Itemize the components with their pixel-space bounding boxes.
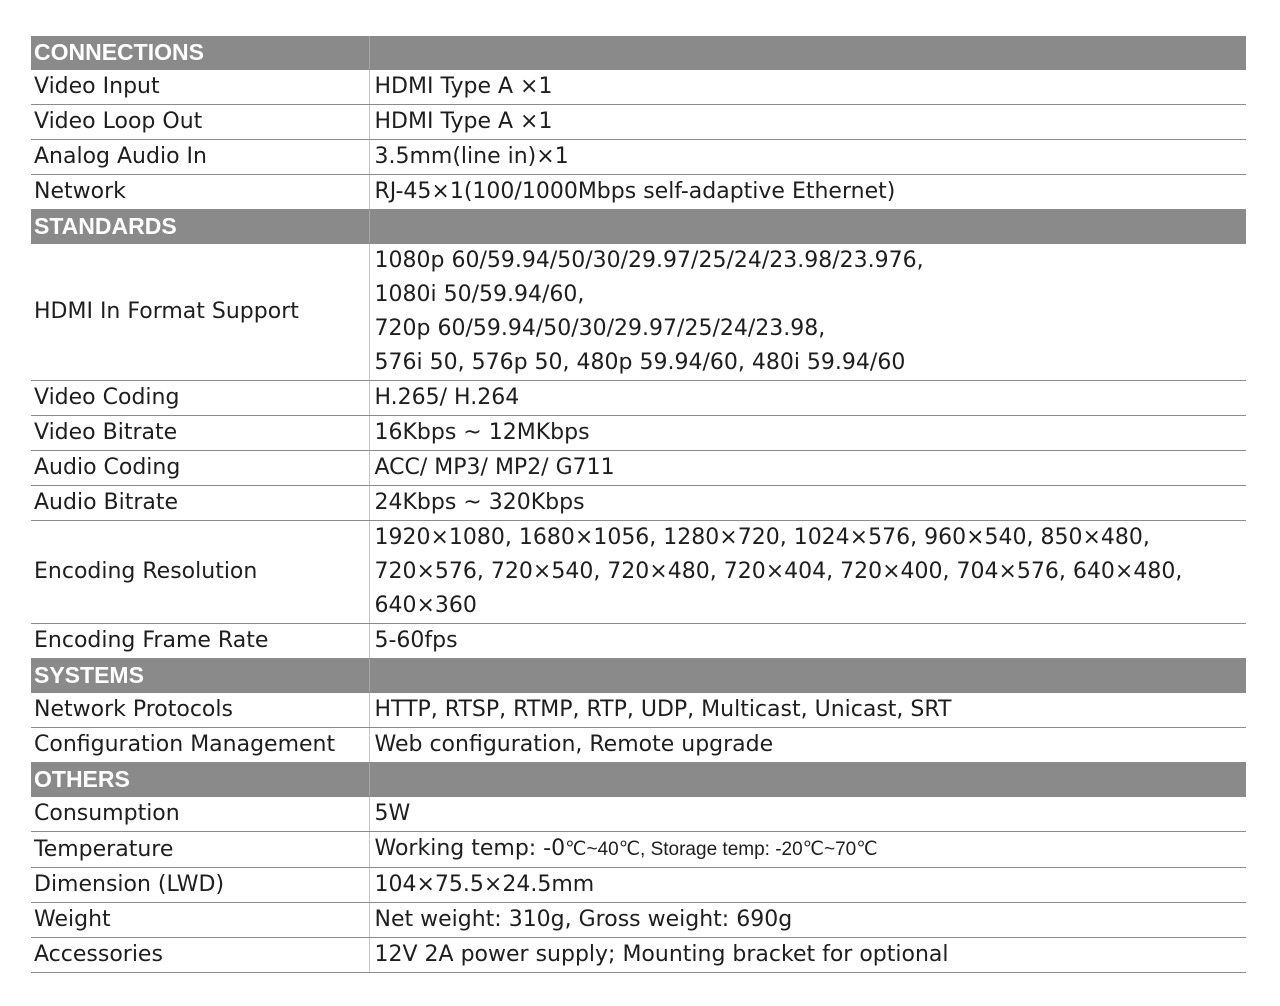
resolution-line: 640×360 <box>374 593 477 618</box>
spec-row <box>31 938 1246 973</box>
spec-label: Encoding Resolution <box>31 521 369 624</box>
spec-label: Accessories <box>31 938 369 973</box>
spec-label: Network <box>31 175 369 210</box>
spec-label: Weight <box>31 903 369 938</box>
spec-value: 16Kbps ~ 12MKbps <box>369 416 1246 451</box>
working-temp-text: Working temp: -0 <box>374 836 566 861</box>
spec-label: Network Protocols <box>31 693 369 728</box>
spec-row-encoding-resolution <box>31 521 1246 624</box>
spec-value: Web configuration, Remote upgrade <box>369 728 1246 763</box>
resolution-line: 1920×1080, 1680×1056, 1280×720, 1024×576, 960×540, 850×480, <box>374 525 1150 550</box>
spec-label: Audio Bitrate <box>31 486 369 521</box>
spec-label: Encoding Frame Rate <box>31 624 369 659</box>
spec-row <box>31 381 1246 416</box>
section-title: STANDARDS <box>31 210 369 244</box>
spec-table <box>31 36 1246 973</box>
temperature-range-text: ℃~40℃, Storage temp: -20℃~70℃ <box>565 839 878 860</box>
section-title: CONNECTIONS <box>31 36 369 70</box>
spec-label: Video Bitrate <box>31 416 369 451</box>
spec-value: 3.5mm(line in)×1 <box>369 140 1246 175</box>
spec-row <box>31 70 1246 105</box>
spec-label: Consumption <box>31 797 369 832</box>
format-line: 1080p 60/59.94/50/30/29.97/25/24/23.98/23.976, <box>374 248 924 273</box>
spec-label: Video Input <box>31 70 369 105</box>
spec-label: Video Coding <box>31 381 369 416</box>
spec-value: RJ-45×1(100/1000Mbps self-adaptive Ethernet) <box>369 175 1246 210</box>
section-title: SYSTEMS <box>31 659 369 693</box>
spec-label: Configuration Management <box>31 728 369 763</box>
spec-value: Net weight: 310g, Gross weight: 690g <box>369 903 1246 938</box>
spec-row <box>31 693 1246 728</box>
spec-label: Audio Coding <box>31 451 369 486</box>
spec-row <box>31 175 1246 210</box>
spec-row <box>31 140 1246 175</box>
spec-value <box>369 244 1246 381</box>
spec-row <box>31 416 1246 451</box>
section-header-others <box>31 763 1246 797</box>
format-line: 1080i 50/59.94/60, <box>374 282 585 307</box>
spec-value: ACC/ MP3/ MP2/ G711 <box>369 451 1246 486</box>
spec-label: Video Loop Out <box>31 105 369 140</box>
spec-value: 12V 2A power supply; Mounting bracket for optional <box>369 938 1246 973</box>
resolution-line: 720×576, 720×540, 720×480, 720×404, 720×400, 704×576, 640×480, <box>374 559 1183 584</box>
format-line: 720p 60/59.94/50/30/29.97/25/24/23.98, <box>374 316 826 341</box>
spec-row <box>31 624 1246 659</box>
spec-row <box>31 451 1246 486</box>
spec-row-temperature <box>31 832 1246 868</box>
section-header-connections <box>31 36 1246 70</box>
section-header-standards <box>31 210 1246 244</box>
section-header-systems <box>31 659 1246 693</box>
spec-label: Dimension (LWD) <box>31 868 369 903</box>
spec-value: HTTP, RTSP, RTMP, RTP, UDP, Multicast, Unicast, SRT <box>369 693 1246 728</box>
spec-row <box>31 868 1246 903</box>
spec-row <box>31 903 1246 938</box>
spec-label: Temperature <box>31 832 369 868</box>
spec-row-hdmi-format <box>31 244 1246 381</box>
spec-value: 5W <box>369 797 1246 832</box>
format-line: 576i 50, 576p 50, 480p 59.94/60, 480i 59.94/60 <box>374 350 906 375</box>
spec-value <box>369 521 1246 624</box>
spec-row <box>31 486 1246 521</box>
spec-value: HDMI Type A ×1 <box>369 70 1246 105</box>
spec-value <box>369 832 1246 868</box>
section-title: OTHERS <box>31 763 369 797</box>
spec-label: HDMI In Format Support <box>31 244 369 381</box>
spec-row <box>31 797 1246 832</box>
spec-row <box>31 105 1246 140</box>
spec-value: 24Kbps ~ 320Kbps <box>369 486 1246 521</box>
spec-value: H.265/ H.264 <box>369 381 1246 416</box>
spec-row <box>31 728 1246 763</box>
spec-value: 104×75.5×24.5mm <box>369 868 1246 903</box>
spec-value: 5-60fps <box>369 624 1246 659</box>
spec-label: Analog Audio In <box>31 140 369 175</box>
spec-value: HDMI Type A ×1 <box>369 105 1246 140</box>
